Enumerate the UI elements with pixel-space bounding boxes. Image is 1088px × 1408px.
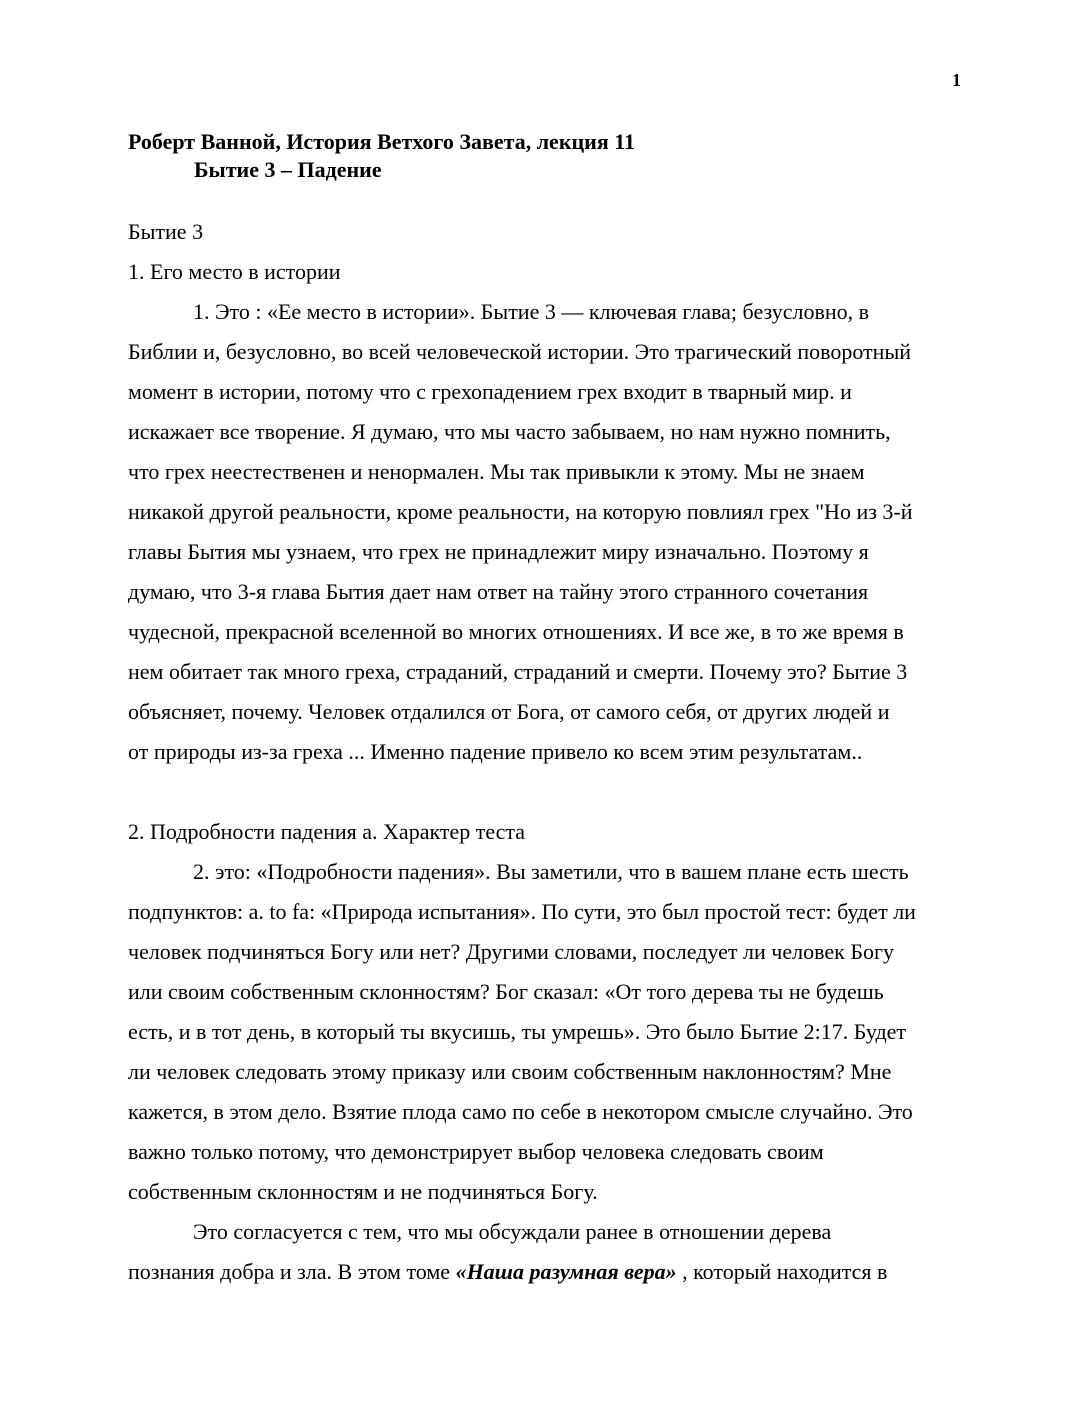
page-number: 1	[952, 70, 961, 90]
paragraph-line: Библии и, безусловно, во всей человеческой истории. Это трагический поворотный	[128, 339, 911, 364]
paragraph-line: кажется, в этом дело. Взятие плода само по себе в некотором смысле случайно. Это	[128, 1099, 913, 1124]
paragraph-line: никакой другой реальности, кроме реальности, на которую повлиял грех "Но из 3-й	[128, 499, 913, 524]
document-title: Роберт Ванной, История Ветхого Завета, лекция 11	[128, 129, 636, 154]
section-label-block	[128, 212, 968, 252]
paragraph-text: познания добра и зла. В этом томе	[128, 1259, 456, 1284]
section-1	[128, 252, 968, 772]
book-title: «Наша разумная вера»	[455, 1259, 677, 1284]
paragraph-line: нем обитает так много греха, страданий, страданий и смерти. Почему это? Бытие 3	[128, 659, 908, 684]
paragraph-text: , который находится в	[676, 1259, 888, 1284]
paragraph-line: есть, и в тот день, в который ты вкусишь, ты умрешь». Это было Бытие 2:17. Будет	[128, 1019, 907, 1044]
paragraph-line: важно только потому, что демонстрирует выбор человека следовать своим	[128, 1139, 824, 1164]
document-subtitle: Бытие 3 – Падение	[194, 157, 382, 182]
paragraph-line: 2. это: «Подробности падения». Вы заметили, что в вашем плане есть шесть	[193, 859, 909, 884]
section-2-paragraph-2	[128, 1212, 968, 1292]
paragraph-line: собственным склонностям и не подчиняться Богу.	[128, 1179, 598, 1204]
paragraph-line: чудесной, прекрасной вселенной во многих отношениях. И все же, в то же время в	[128, 619, 904, 644]
paragraph-line: ли человек следовать этому приказу или своим собственным наклонностям? Мне	[128, 1059, 892, 1084]
section-2-paragraph-1	[128, 852, 968, 1212]
paragraph-line	[128, 1252, 968, 1292]
paragraph-line: подпунктов: a. to fa: «Природа испытания». По сути, это был простой тест: будет ли	[128, 899, 916, 924]
paragraph-line: Это согласуется с тем, что мы обсуждали ранее в отношении дерева	[193, 1219, 832, 1244]
paragraph-line: думаю, что 3-я глава Бытия дает нам ответ на тайну этого странного сочетания	[128, 579, 869, 604]
section-1-paragraph	[128, 292, 968, 772]
paragraph-line: или своим собственным склонностям? Бог сказал: «От того дерева ты не будешь	[128, 979, 884, 1004]
section-label: Бытие 3	[128, 219, 204, 244]
paragraph-line: объясняет, почему. Человек отдалился от Бога, от самого себя, от других людей и	[128, 699, 890, 724]
section-1-heading: 1. Его место в истории	[128, 259, 341, 284]
paragraph-line: человек подчиняться Богу или нет? Другими словами, последует ли человек Богу	[128, 939, 894, 964]
paragraph-line: 1. Это : «Ее место в истории». Бытие 3 — ключевая глава; безусловно, в	[193, 299, 870, 324]
paragraph-line: что грех неестественен и ненормален. Мы так привыкли к этому. Мы не знаем	[128, 459, 865, 484]
paragraph-line: от природы из-за греха ... Именно падение привело ко всем этим результатам..	[128, 739, 863, 764]
section-2-heading: 2. Подробности падения а. Характер теста	[128, 819, 526, 844]
paragraph-line: искажает все творение. Я думаю, что мы часто забываем, но нам нужно помнить,	[128, 419, 891, 444]
paragraph-line: момент в истории, потому что с грехопадением грех входит в тварный мир. и	[128, 379, 852, 404]
paragraph-line: главы Бытия мы узнаем, что грех не принадлежит миру изначально. Поэтому я	[128, 539, 869, 564]
section-2	[128, 812, 968, 1292]
